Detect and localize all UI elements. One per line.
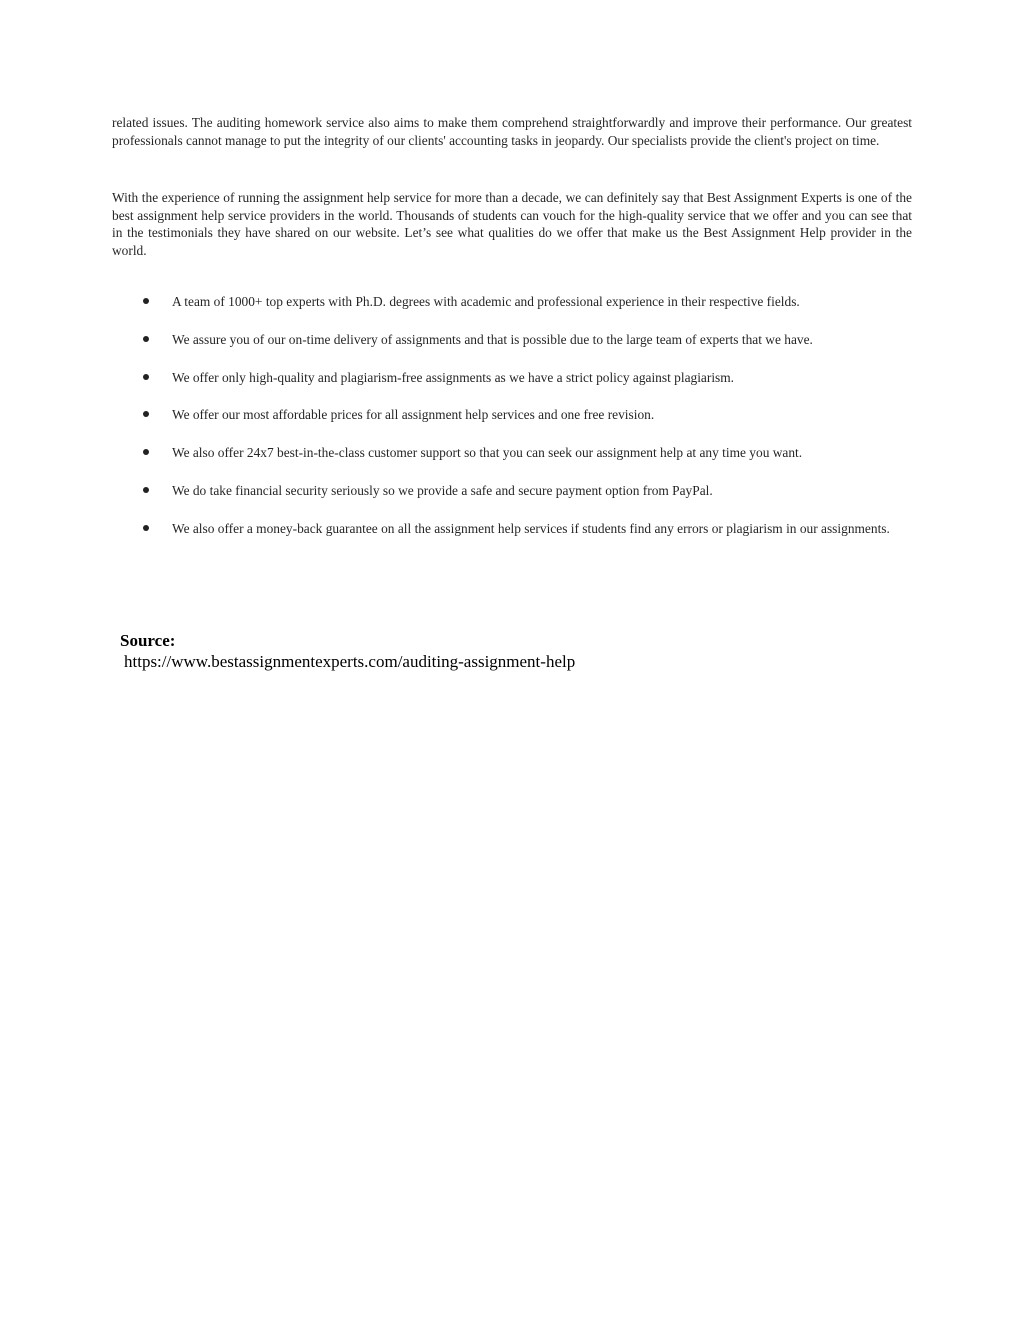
bullet-icon — [143, 411, 149, 417]
list-item-text: A team of 1000+ top experts with Ph.D. degrees with academic and professional experience in their respective fields. — [172, 294, 800, 309]
paragraph-experience: With the experience of running the assignment help service for more than a decade, we can definitely say that Best Assignment Experts is one of the best assignment help service providers in the world. Thousands of students can vouch for the high-quality service that we offer and you can see that in the testimonials they have shared on our website. Let’s see what qualities do we offer that make us the Best Assignment Help provider in the world. — [112, 190, 912, 258]
list-item — [0, 365, 912, 391]
bullet-icon — [143, 449, 149, 455]
paragraph-intro: related issues. The auditing homework service also aims to make them comprehend straightforwardly and improve their performance. Our greatest professionals cannot manage to put the integrity of our clients' accounting tasks in jeopardy. Our specialists provide the client's project on time. — [112, 115, 912, 148]
source-label: Source: — [120, 631, 176, 650]
list-item-text: We offer only high-quality and plagiarism-free assignments as we have a strict policy against plagiarism. — [172, 369, 735, 385]
list-item — [0, 516, 912, 542]
bullet-icon — [143, 298, 149, 304]
list-item — [0, 289, 912, 315]
bullet-icon — [143, 487, 149, 493]
source-url: https://www.bestassignmentexperts.com/auditing-assignment-help — [124, 652, 576, 671]
list-item — [0, 478, 912, 504]
list-item-text: We do take financial security seriously so we provide a safe and secure payment option from PayPal. — [172, 482, 713, 498]
qualities-list — [0, 289, 1024, 554]
list-item-text: We also offer 24x7 best-in-the-class customer support so that you can seek our assignment help at any time you want. — [172, 445, 803, 461]
list-item — [0, 402, 912, 428]
bullet-icon — [143, 336, 149, 342]
list-item-text: We also offer a money-back guarantee on all the assignment help services if students find any errors or plagiarism in our assignments. — [172, 520, 890, 536]
list-item — [0, 440, 912, 466]
list-item-text: We assure you of our on-time delivery of assignments and that is possible due to the large team of experts that we have. — [172, 331, 813, 347]
bullet-icon — [143, 374, 149, 380]
bullet-icon — [143, 525, 149, 531]
list-item-text: We offer our most affordable prices for all assignment help services and one free revision. — [172, 407, 655, 423]
list-item — [0, 327, 912, 353]
